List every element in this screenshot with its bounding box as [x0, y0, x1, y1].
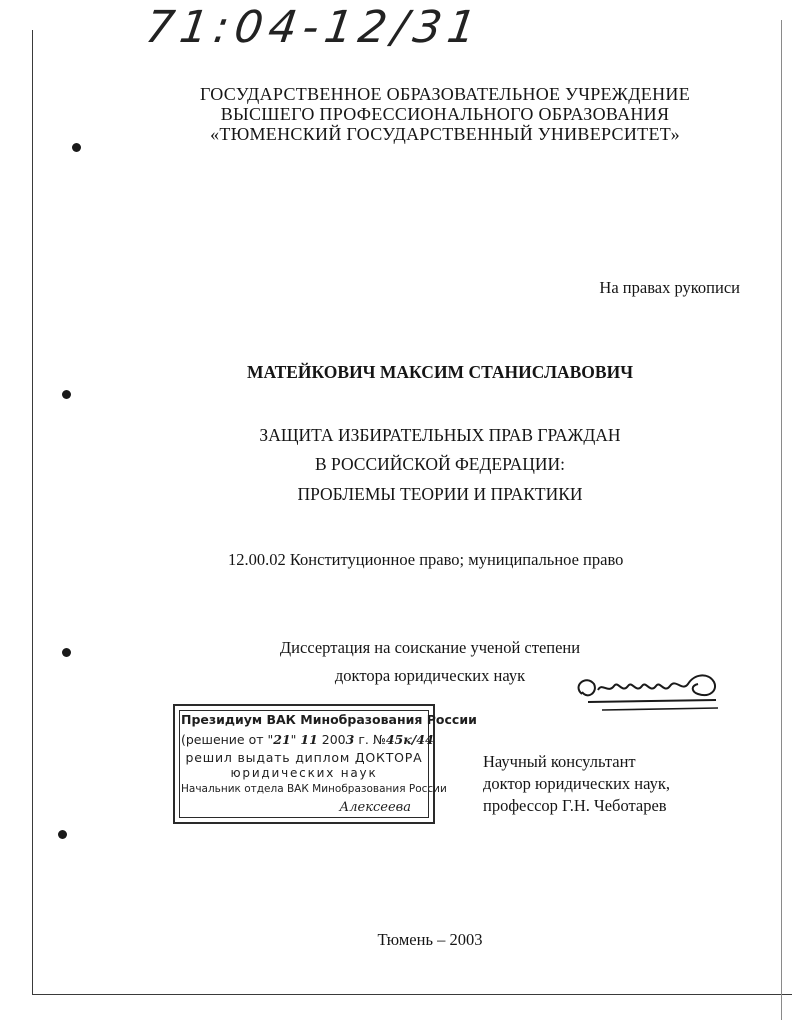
scan-border-left [32, 30, 33, 995]
stamp-line-decision [181, 732, 434, 747]
title-line-3: ПРОБЛЕМЫ ТЕОРИИ И ПРАКТИКИ [297, 484, 583, 504]
organization-line-3: «ТЮМЕНСКИЙ ГОСУДАРСТВЕННЫЙ УНИВЕРСИТЕТ» [210, 124, 680, 144]
stamp-decision-mid1: " [290, 732, 301, 747]
city-year: Тюмень – 2003 [377, 930, 483, 949]
specialty-code: 12.00.02 Конституционное право; муниципальное право [228, 550, 624, 569]
consultant-line-1: Научный консультант [483, 752, 636, 771]
binding-hole-1 [72, 143, 81, 152]
title-line-2: В РОССИЙСКОЙ ФЕДЕРАЦИИ: [314, 454, 566, 474]
vak-approval-stamp [173, 704, 477, 824]
handwritten-archive-number: 71:04-12/31 [142, 2, 486, 53]
stamp-year-digit: 3 [345, 732, 355, 747]
stamp-line-presidium: Президиум ВАК Минобразования России [181, 712, 477, 727]
consultant-line-2: доктор юридических наук, [483, 774, 670, 793]
stamp-signature: Алексеева [339, 800, 411, 815]
stamp-decision-mid3: г. № [354, 732, 386, 747]
author-signature-icon [568, 664, 728, 720]
binding-hole-2 [62, 390, 71, 399]
scan-border-right [781, 20, 782, 1020]
stamp-line-field: юридических наук [230, 766, 378, 780]
author-name: МАТЕЙКОВИЧ МАКСИМ СТАНИСЛАВОВИЧ [246, 362, 634, 382]
binding-hole-3 [62, 648, 71, 657]
organization-line-2: ВЫСШЕГО ПРОФЕССИОНАЛЬНОГО ОБРАЗОВАНИЯ [220, 104, 670, 124]
binding-hole-4 [58, 830, 67, 839]
stamp-decision-number: 45к/44 [385, 732, 434, 747]
stamp-decision-prefix: (решение от " [181, 732, 274, 747]
consultant-line-3: профессор Г.Н. Чеботарев [483, 796, 667, 815]
stamp-decision-mid2: 200 [317, 732, 346, 747]
stamp-line-diploma: решил выдать диплом ДОКТОРА [185, 750, 423, 765]
degree-line-2: доктора юридических наук [334, 666, 526, 685]
title-line-1: ЗАЩИТА ИЗБИРАТЕЛЬНЫХ ПРАВ ГРАЖДАН [259, 425, 621, 445]
scan-border-bottom [32, 994, 792, 995]
degree-line-1: Диссертация на соискание ученой степени [279, 638, 581, 657]
stamp-day: 21 [273, 732, 291, 747]
manuscript-rights: На правах рукописи [599, 278, 740, 297]
organization-line-1: ГОСУДАРСТВЕННОЕ ОБРАЗОВАТЕЛЬНОЕ УЧРЕЖДЕНИЕ [199, 84, 690, 104]
stamp-line-head: Начальник отдела ВАК Минобразования России [181, 783, 447, 795]
stamp-month: 11 [300, 732, 318, 747]
